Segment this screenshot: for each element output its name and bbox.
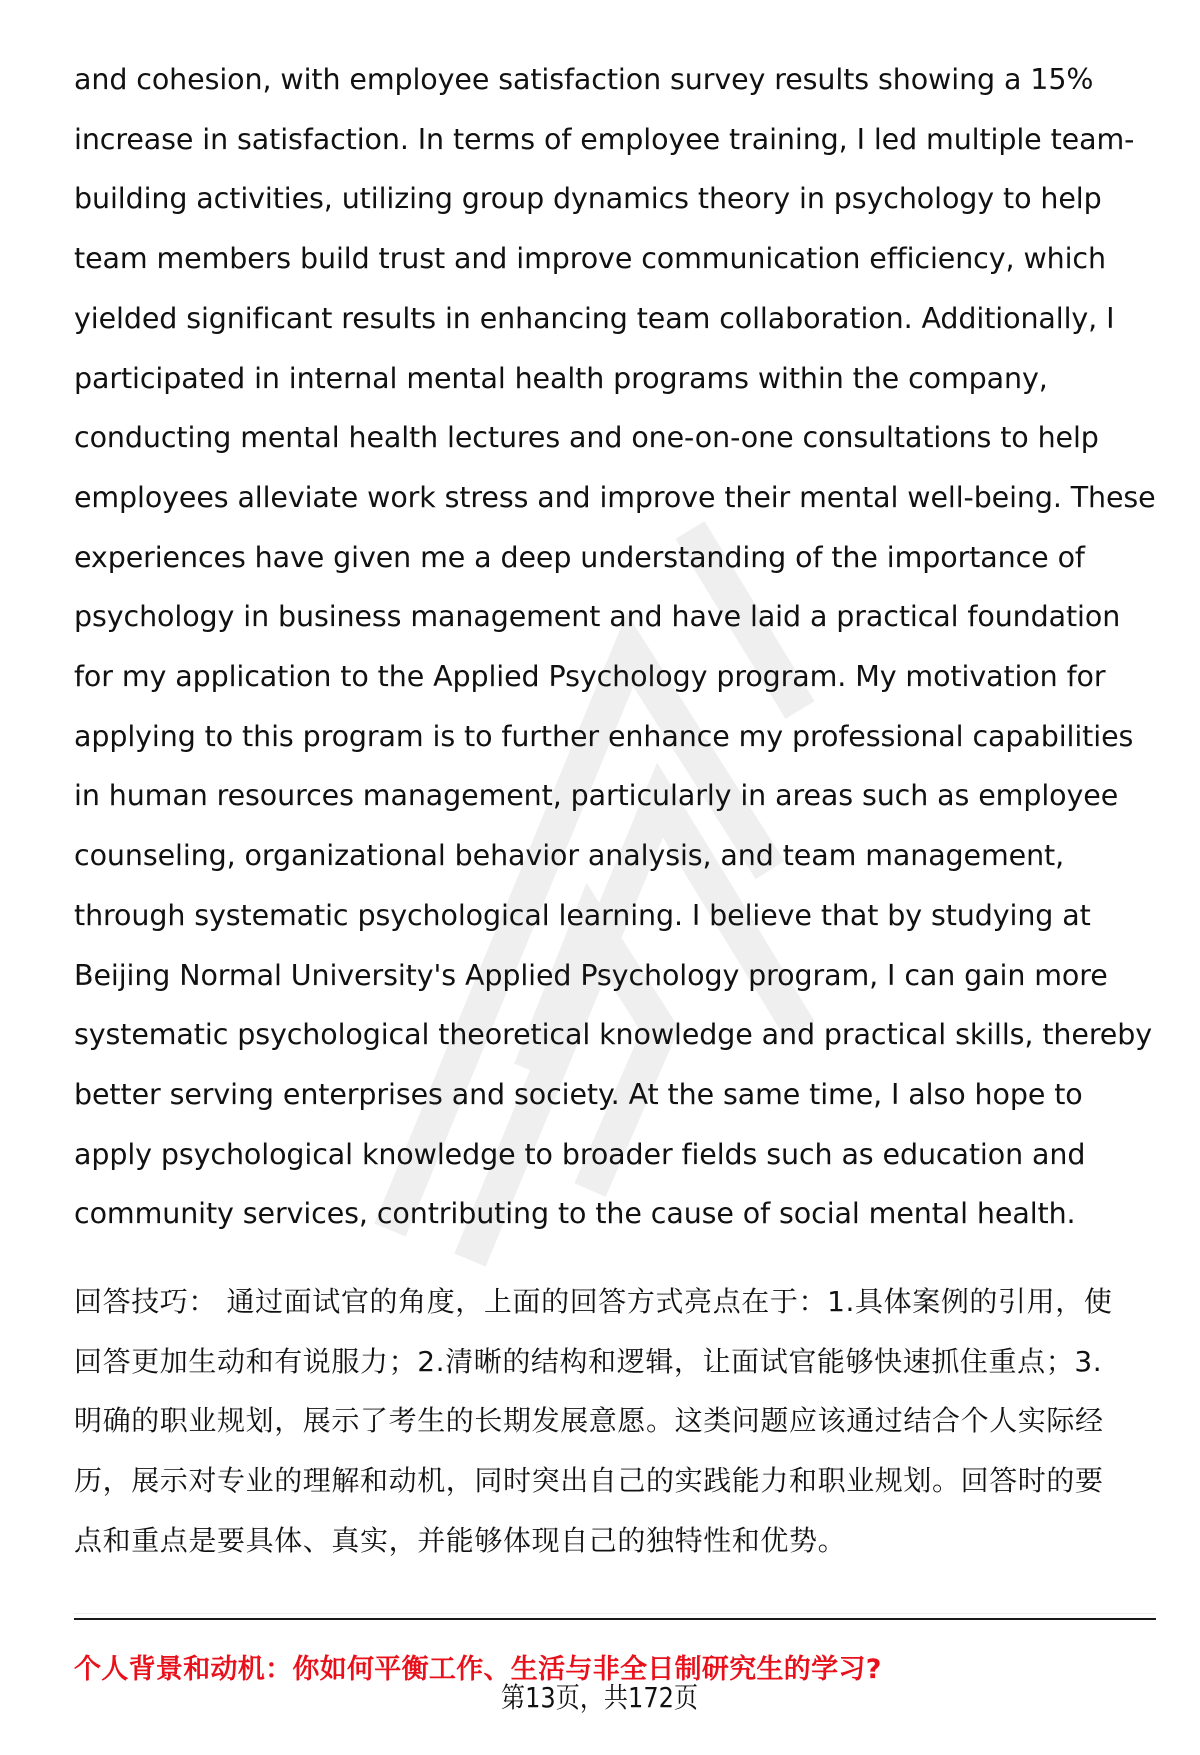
body-text-line: for my application to the Applied Psychology program. My motivation for — [74, 660, 1106, 693]
body-text-line: increase in satisfaction. In terms of employee training, I led multiple team- — [74, 122, 1135, 156]
page-indicator: 第13页，共172页 — [501, 1681, 699, 1714]
body-text-line: systematic psychological theoretical knowledge and practical skills, thereby — [74, 1018, 1153, 1052]
body-text-line: and cohesion, with employee satisfaction survey results showing a 15% — [74, 63, 1094, 96]
body-text-line: in human resources management, particularly in areas such as employee — [74, 779, 1119, 813]
body-text-line: conducting mental health lectures and one-on-one consultations to help — [74, 421, 1099, 455]
body-text-line: team members build trust and improve communication efficiency, which — [74, 242, 1106, 276]
body-text-line: participated in internal mental health programs within the company, — [74, 361, 1048, 395]
divider-shadow — [74, 1613, 1156, 1614]
tip-text-line: 点和重点是要具体、真实，并能够体现自己的独特性和优势。 — [74, 1523, 847, 1557]
body-text-line: employees alleviate work stress and improve their mental well-being. These — [74, 480, 1156, 514]
body-text-line: Beijing Normal University's Applied Psychology program, I can gain more — [74, 958, 1108, 992]
body-text-line: counseling, organizational behavior analysis, and team management, — [74, 839, 1065, 873]
next-question-heading: 个人背景和动机：你如何平衡工作、生活与非全日制研究生的学习? — [74, 1654, 882, 1685]
body-text-line: yielded significant results in enhancing team collaboration. Additionally, I — [74, 301, 1115, 335]
body-text-line: building activities, utilizing group dynamics theory in psychology to help — [74, 182, 1102, 216]
tip-text-line: 回答更加生动和有说服力；2.清晰的结构和逻辑，让面试官能够快速抓住重点；3. — [74, 1344, 1103, 1378]
tip-text-line: 历，展示对专业的理解和动机，同时突出自己的实践能力和职业规划。回答时的要 — [74, 1464, 1104, 1498]
body-text-line: applying to this program is to further enhance my professional capabilities — [74, 719, 1134, 753]
page-footer — [0, 1680, 1200, 1716]
section-divider — [74, 1618, 1156, 1620]
body-text-line: experiences have given me a deep understanding of the importance of — [74, 540, 1085, 574]
tip-text-line: 回答技巧： 通过面试官的角度，上面的回答方式亮点在于：1.具体案例的引用，使 — [74, 1285, 1113, 1318]
body-text-line: community services, contributing to the cause of social mental health. — [74, 1197, 1076, 1231]
body-text-line: psychology in business management and have laid a practical foundation — [74, 600, 1121, 634]
body-text-line: through systematic psychological learning. I believe that by studying at — [74, 898, 1091, 932]
body-text-line: better serving enterprises and society. At the same time, I also hope to — [74, 1077, 1083, 1111]
tip-text-line: 明确的职业规划，展示了考生的长期发展意愿。这类问题应该通过结合个人实际经 — [74, 1404, 1104, 1438]
body-text-line: apply psychological knowledge to broader fields such as education and — [74, 1137, 1086, 1171]
